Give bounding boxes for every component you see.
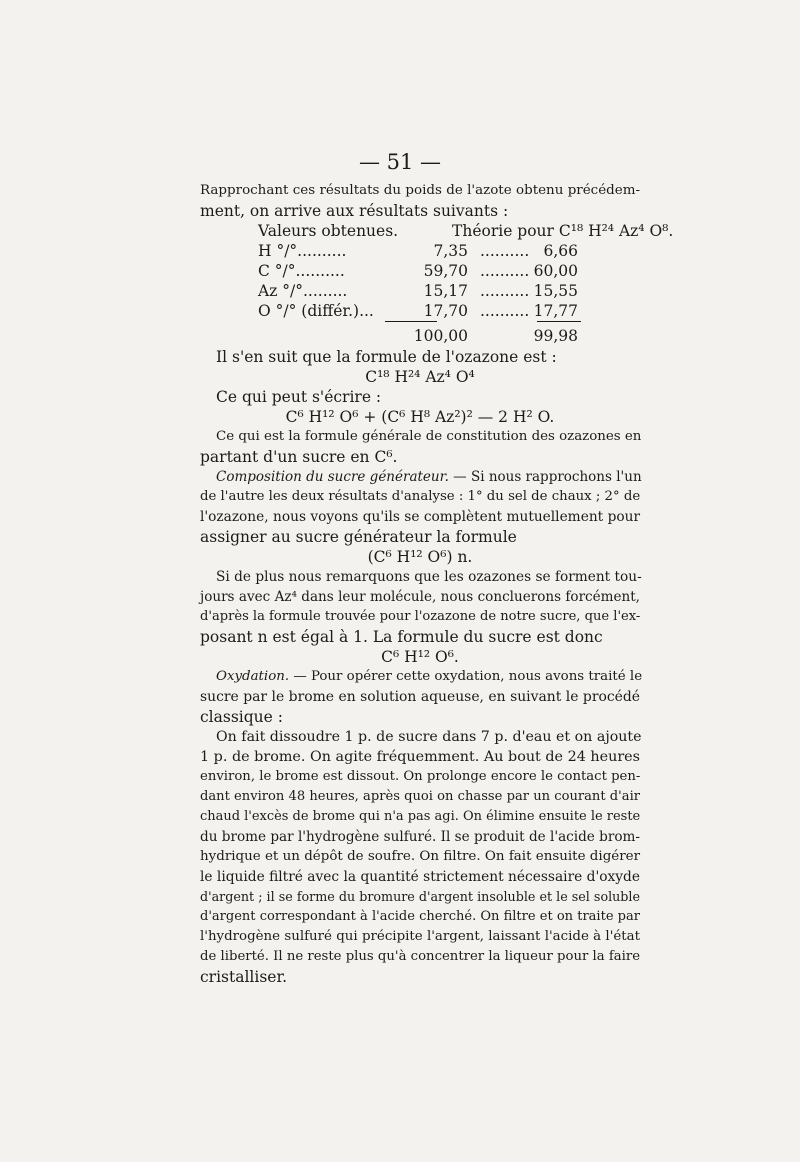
text-line: du brome par l'hydrogène sulfuré. Il se produit de l'acide brom-: [200, 829, 640, 845]
total-rule-left: [385, 321, 437, 322]
text-line: dant environ 48 heures, après quoi on chasse par un courant d'air: [200, 789, 640, 804]
text-line: hydrique et un dépôt de soufre. On filtre. On fait ensuite digérer: [200, 849, 640, 864]
row-dots: ..........: [480, 282, 530, 300]
row-label: Az °/°.........: [258, 282, 348, 300]
text-line: assigner au sucre générateur la formule: [200, 528, 517, 546]
row-theory: 6,66: [543, 242, 578, 260]
row-obtained: 17,70: [423, 302, 468, 320]
formula: C⁶ H¹² O⁶.: [381, 648, 459, 666]
row-label: O °/° (différ.)...: [258, 302, 374, 320]
text-line: classique :: [200, 708, 283, 726]
text-line: On fait dissoudre 1 p. de sucre dans 7 p. d'eau et on ajoute: [216, 729, 642, 745]
formula: C¹⁸ H²⁴ Az⁴ O⁴: [365, 368, 475, 386]
formula: (C⁶ H¹² O⁶) n.: [367, 548, 473, 566]
section-heading: Oxydation.: [216, 669, 290, 684]
row-theory: 17,77: [533, 302, 578, 320]
text-line: 1 p. de brome. On agite fréquemment. Au bout de 24 heures: [200, 749, 640, 765]
text-line: environ, le brome est dissout. On prolonge encore le contact pen-: [200, 769, 641, 784]
text-line: posant n est égal à 1. La formule du sucre est donc: [200, 628, 603, 646]
text-line: d'argent ; il se forme du bromure d'argent insoluble et le sel soluble: [200, 889, 640, 904]
total-theory: 99,98: [533, 327, 578, 345]
row-theory: 60,00: [533, 262, 578, 280]
total-obtained: 100,00: [413, 327, 468, 345]
table-header-left: Valeurs obtenues.: [258, 222, 399, 240]
row-dots: ..........: [480, 242, 530, 260]
row-theory: 15,55: [533, 282, 578, 300]
section-heading: Composition du sucre générateur.: [216, 469, 449, 485]
page-number: — 51 —: [358, 150, 442, 174]
text-line: l'hydrogène sulfuré qui précipite l'argent, laissant l'acide à l'état: [200, 929, 640, 944]
text-line: de liberté. Il ne reste plus qu'à concentrer la liqueur pour la faire: [200, 949, 641, 964]
text-line: le liquide filtré avec la quantité strictement nécessaire d'oxyde: [200, 869, 640, 885]
intro-line: ment, on arrive aux résultats suivants :: [200, 202, 509, 220]
text-line: [200, 667, 643, 687]
row-label: H °/°..........: [258, 242, 347, 260]
text-line: cristalliser.: [200, 968, 288, 986]
text-line: d'argent correspondant à l'acide cherché. On filtre et on traite par: [200, 909, 640, 924]
text-line: chaud l'excès de brome qui n'a pas agi. On élimine ensuite le reste: [200, 809, 641, 824]
row-dots: ..........: [480, 302, 530, 320]
text-run: — Pour opérer cette oxydation, nous avons traité le: [289, 669, 643, 684]
text-line: jours avec Az⁴ dans leur molécule, nous concluerons forcément,: [200, 589, 640, 605]
row-label: C °/°..........: [258, 262, 345, 280]
row-obtained: 7,35: [433, 242, 468, 260]
row-dots: ..........: [480, 262, 530, 280]
text-line: Il s'en suit que la formule de l'ozazone est :: [216, 348, 557, 366]
text-line: Ce qui peut s'écrire :: [216, 388, 382, 406]
text-line: [200, 467, 640, 487]
text-line: Si de plus nous remarquons que les ozazones se forment tou-: [216, 569, 642, 585]
total-rule-right: [537, 321, 581, 322]
text-line: d'après la formule trouvée pour l'ozazone de notre sucre, que l'ex-: [200, 609, 641, 624]
row-obtained: 15,17: [423, 282, 468, 300]
formula: C⁶ H¹² O⁶ + (C⁶ H⁸ Az²)² — 2 H² O.: [285, 408, 555, 426]
text-run: — Si nous rapprochons l'un: [448, 469, 642, 485]
row-obtained: 59,70: [423, 262, 468, 280]
text-line: de l'autre les deux résultats d'analyse : 1° du sel de chaux ; 2° de: [200, 489, 641, 504]
text-line: Ce qui est la formule générale de constitution des ozazones en: [216, 429, 642, 444]
text-line: l'ozazone, nous voyons qu'ils se complètent mutuellement pour: [200, 509, 640, 525]
text-line: sucre par le brome en solution aqueuse, en suivant le procédé: [200, 689, 640, 705]
table-header-right: Théorie pour C¹⁸ H²⁴ Az⁴ O⁸.: [452, 222, 674, 240]
text-line: partant d'un sucre en C⁶.: [200, 448, 398, 466]
intro-line: Rapprochant ces résultats du poids de l'azote obtenu précédem-: [200, 183, 640, 198]
